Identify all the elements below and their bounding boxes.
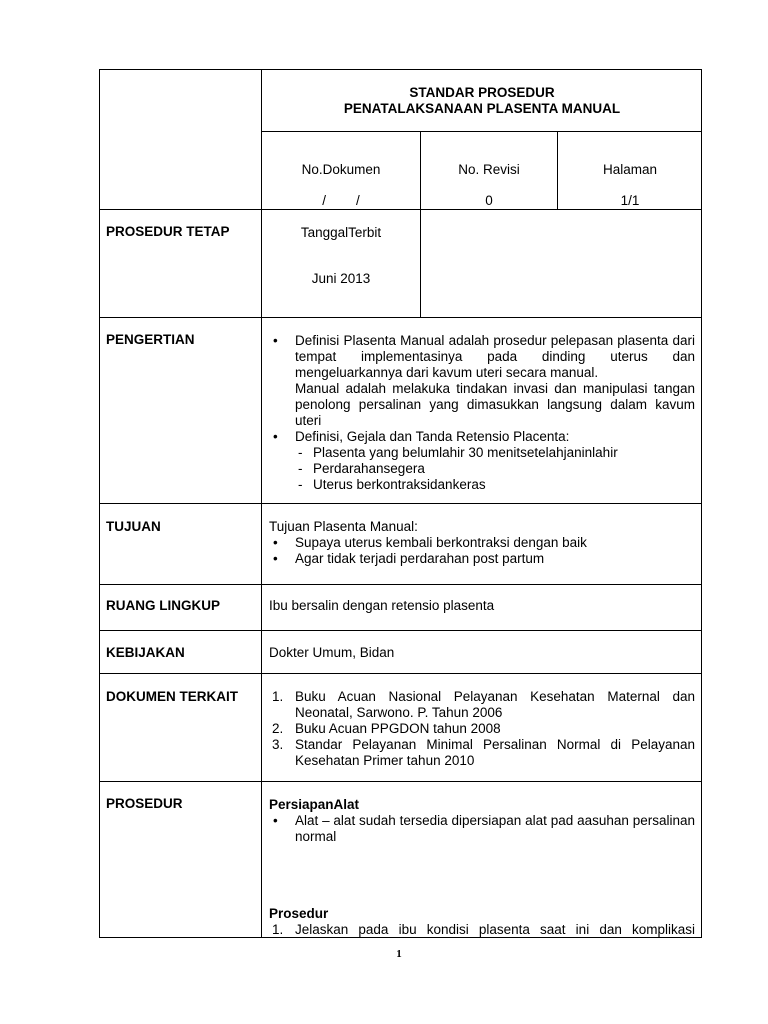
dokumen-terkait-row-divider: [99, 781, 702, 782]
document-title-line-1: STANDAR PROSEDUR: [409, 85, 555, 100]
retensio-signs-list: [269, 445, 695, 493]
reference-text: Buku Acuan Nasional Pelayanan Kesehatan Maternal dan Neonatal, Sarwono. P. Tahun 2006: [295, 689, 695, 720]
dash-marker: -: [298, 461, 303, 476]
pengertian-definition-item: [269, 333, 695, 429]
tujuan-item-text: Agar tidak terjadi perdarahan post partum: [295, 551, 545, 566]
bullet-marker: •: [273, 535, 278, 550]
reference-item: [269, 721, 695, 737]
sign-text: Perdarahansegera: [313, 461, 425, 476]
sign-item: [293, 461, 695, 477]
ruang-lingkup-row-divider: [99, 630, 702, 631]
pengertian-signs-item: [269, 429, 695, 445]
page-label: Halaman: [602, 162, 658, 177]
reference-text: Standar Pelayanan Minimal Persalinan Normal di Pelayanan Kesehatan Primer tahun 2010: [295, 737, 695, 768]
tujuan-item: [269, 551, 695, 567]
tujuan-intro: Tujuan Plasenta Manual:: [269, 519, 418, 534]
sign-text: Uterus berkontraksidankeras: [313, 477, 486, 492]
tujuan-item: [269, 535, 695, 551]
number-marker: 3.: [272, 737, 284, 752]
bullet-marker: •: [273, 813, 278, 828]
procedure-step-text: Jelaskan pada ibu kondisi plasenta saat ini dan komplikasi: [295, 922, 695, 937]
number-marker: 1.: [272, 689, 284, 704]
ruang-lingkup-label: RUANG LINGKUP: [106, 598, 220, 613]
pengertian-content: [269, 333, 695, 493]
dokumen-terkait-label: DOKUMEN TERKAIT: [106, 689, 238, 704]
bullet-marker: •: [273, 333, 278, 348]
kebijakan-row-divider: [99, 673, 702, 674]
doc-number-label: No.Dokumen: [301, 162, 381, 177]
page-value: 1/1: [620, 193, 640, 208]
tujuan-content: [269, 519, 695, 567]
tujuan-label: TUJUAN: [106, 519, 161, 534]
procedure-step: [269, 922, 695, 938]
prosedur-heading: Prosedur: [269, 906, 329, 921]
tujuan-row-divider: [99, 584, 702, 585]
pengertian-label: PENGERTIAN: [106, 332, 195, 347]
issue-date-value: Juni 2013: [311, 271, 371, 286]
dash-marker: -: [298, 477, 303, 492]
prep-item-text: Alat – alat sudah tersedia dipersiapan alat pad aasuhan persalinan normal: [295, 813, 695, 844]
kebijakan-value: Dokter Umum, Bidan: [269, 645, 395, 660]
doc-number-value: / /: [322, 193, 360, 208]
prosedur-label: PROSEDUR: [106, 796, 183, 811]
reference-item: [269, 737, 695, 769]
dokumen-terkait-content: [269, 689, 695, 769]
ruang-lingkup-value: Ibu bersalin dengan retensio plasenta: [269, 598, 495, 613]
dash-marker: -: [298, 445, 303, 460]
header-row-divider: [99, 209, 702, 210]
sign-item: [293, 445, 695, 461]
issue-date-label: TanggalTerbit: [300, 225, 382, 240]
pengertian-row-divider: [99, 503, 702, 504]
prosedur-prep-content: [269, 797, 695, 845]
bullet-marker: •: [273, 429, 278, 444]
number-marker: 2.: [272, 721, 284, 736]
retensio-heading: Definisi, Gejala dan Tanda Retensio Placenta:: [295, 429, 570, 444]
revision-label: No. Revisi: [458, 162, 520, 177]
title-row-divider: [261, 131, 702, 132]
prosedur-tetap-row-divider: [99, 317, 702, 318]
kebijakan-label: KEBIJAKAN: [106, 645, 185, 660]
prep-item: [269, 813, 695, 845]
document-title-line-2: PENATALAKSANAAN PLASENTA MANUAL: [343, 101, 621, 116]
sign-item: [293, 477, 695, 493]
reference-item: [269, 689, 695, 721]
manual-definition: Manual adalah melakuka tindakan invasi dan manipulasi tangan penolong persalinan yang dimasukkan langsung dalam kavum uteri: [295, 381, 695, 428]
prosedur-tetap-label: PROSEDUR TETAP: [106, 224, 230, 239]
page-number: 1: [396, 948, 402, 960]
sign-text: Plasenta yang belumlahir 30 menitsetelahjaninlahir: [313, 445, 618, 460]
revision-value: 0: [485, 193, 493, 208]
number-marker: 1.: [272, 922, 284, 937]
tujuan-item-text: Supaya uterus kembali berkontraksi dengan baik: [295, 535, 587, 550]
plasenta-manual-definition: Definisi Plasenta Manual adalah prosedur pelepasan plasenta dari tempat implementasinya pada dinding uterus dan mengeluarkannya dari kavum uteri secara manual.: [295, 333, 695, 380]
prosedur-steps-content: [269, 906, 695, 938]
persiapan-alat-heading: PersiapanAlat: [269, 797, 360, 812]
bullet-marker: •: [273, 551, 278, 566]
reference-text: Buku Acuan PPGDON tahun 2008: [295, 721, 501, 736]
doc-meta-divider-1: [420, 131, 421, 317]
